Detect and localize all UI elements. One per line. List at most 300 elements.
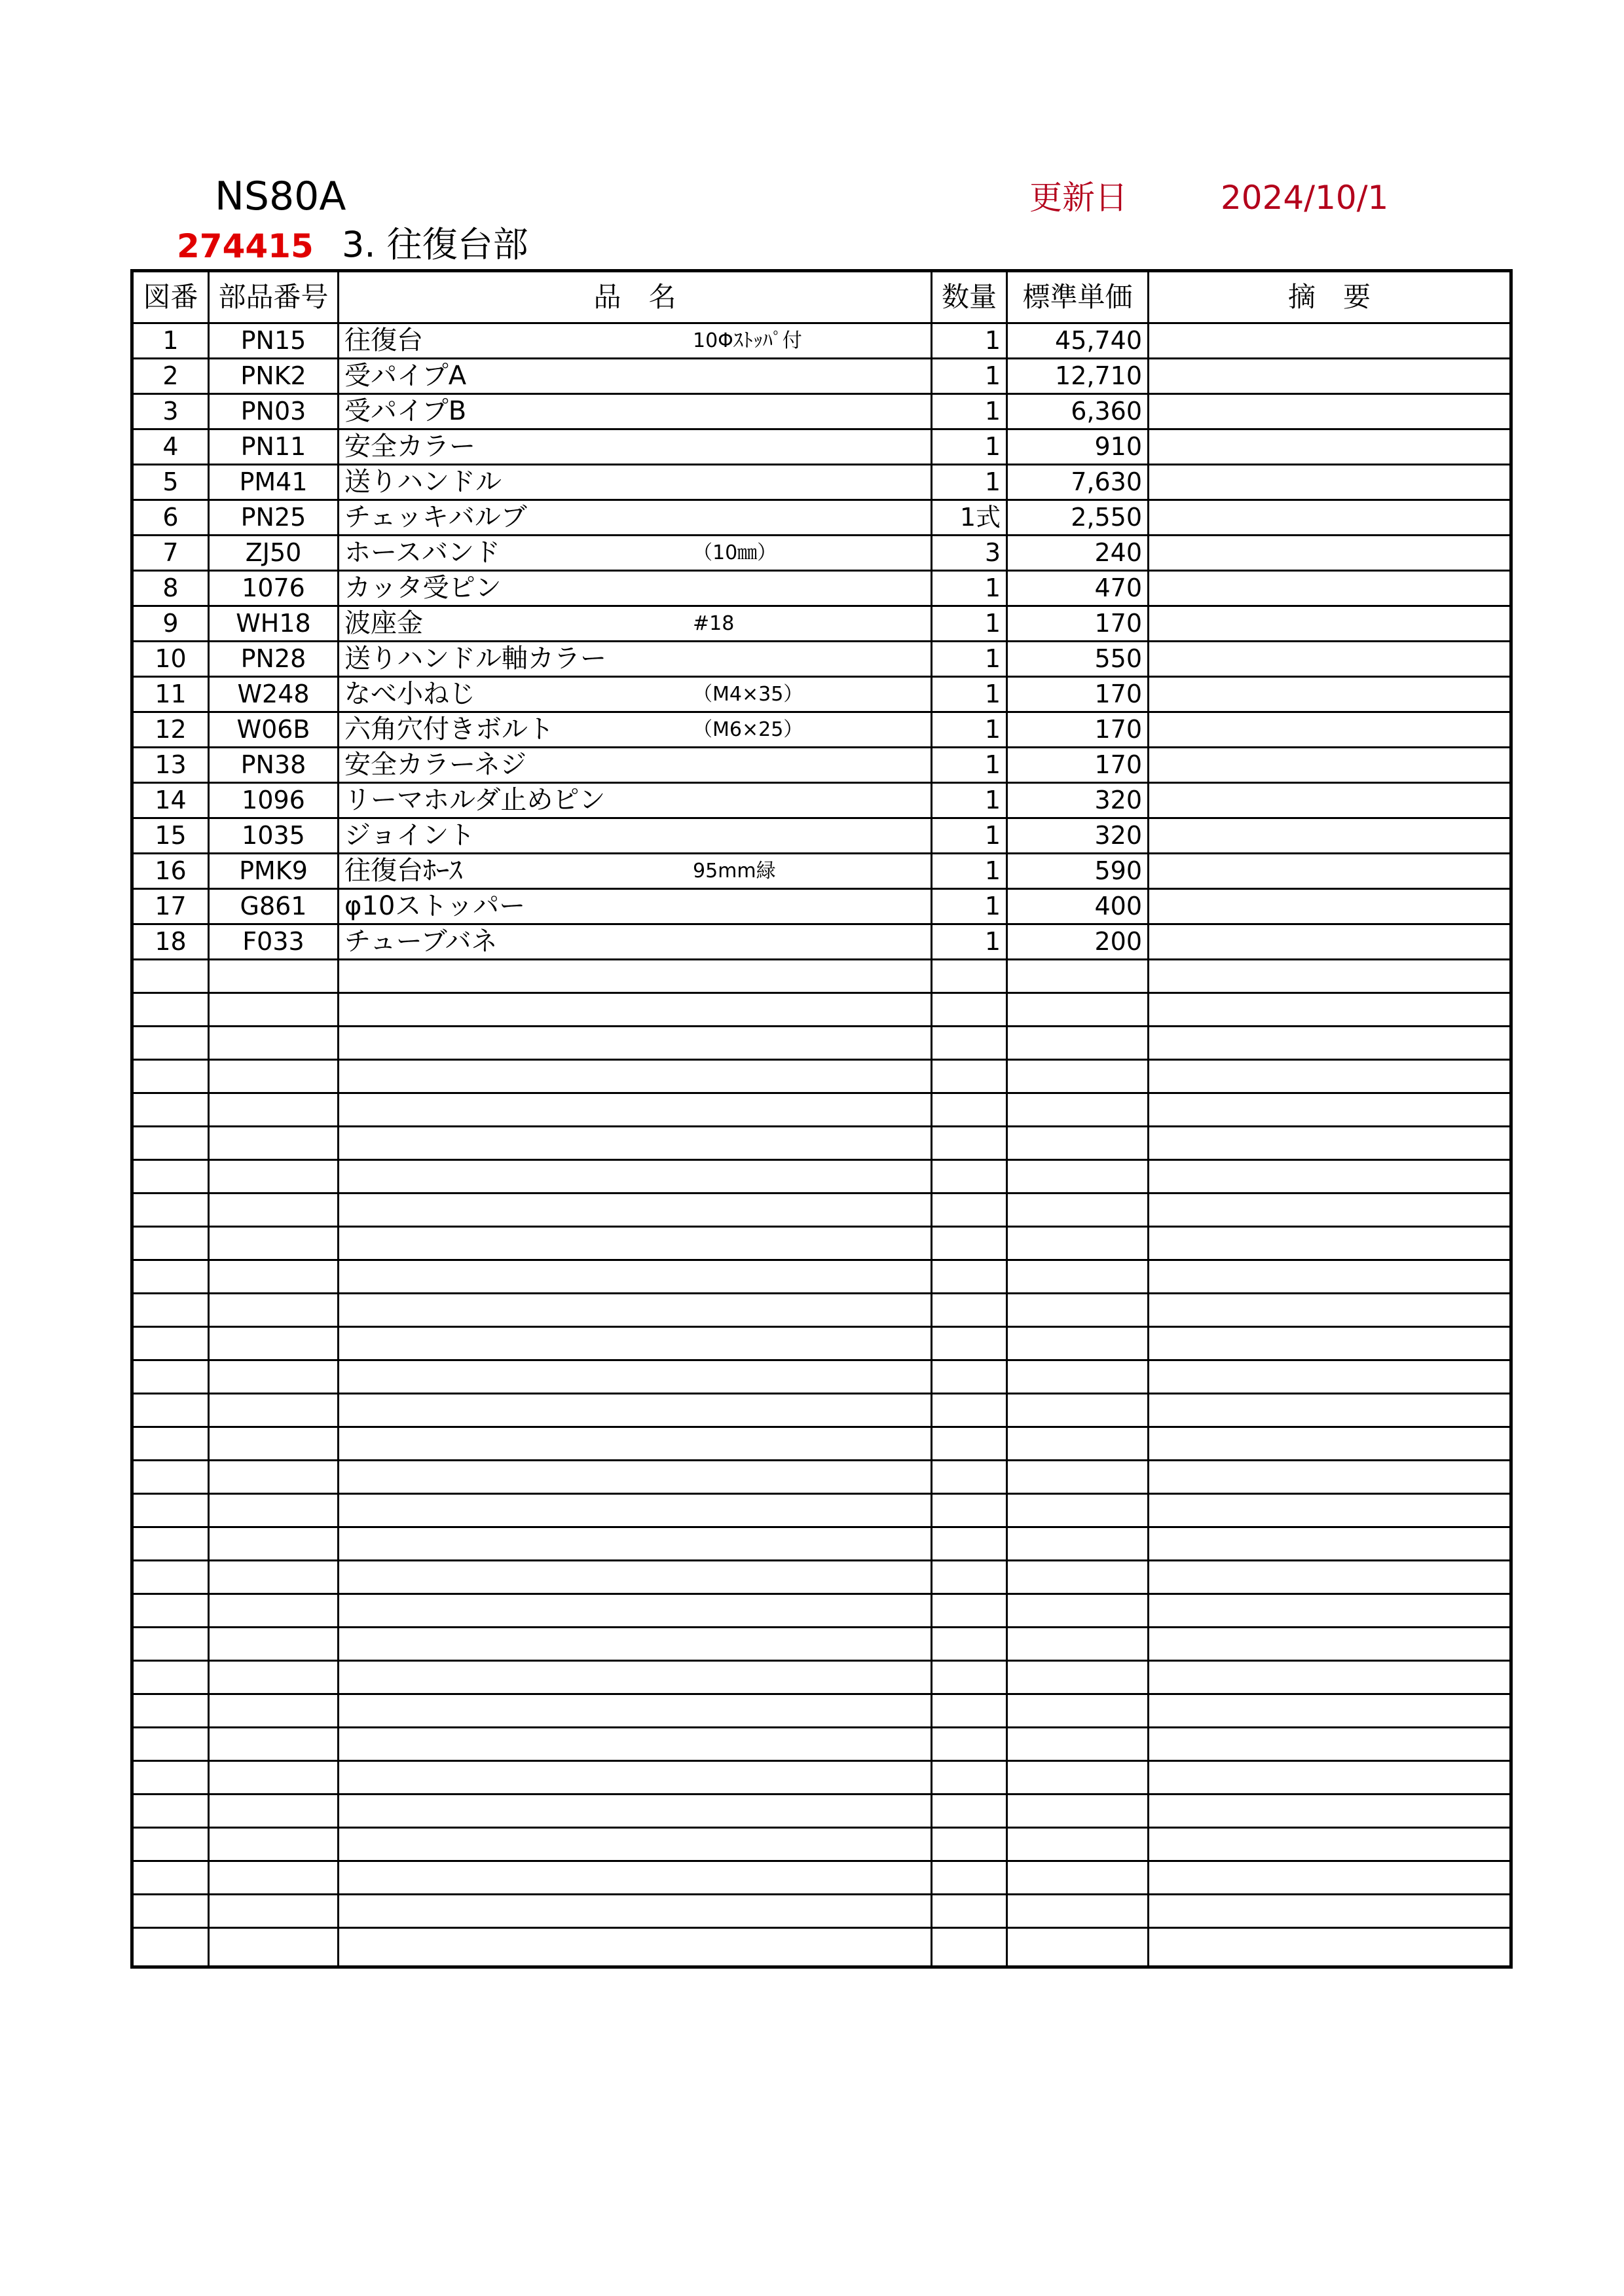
table-row — [132, 818, 1511, 854]
figure-no-cell — [132, 1060, 209, 1093]
item-name-cell — [339, 1327, 932, 1360]
remarks-cell — [1149, 1761, 1511, 1795]
figure-no-cell: 6 — [132, 500, 209, 536]
unit-price-cell — [1007, 1127, 1149, 1160]
item-name-cell — [339, 818, 932, 854]
table-row — [132, 712, 1511, 748]
figure-no-cell: 10 — [132, 642, 209, 677]
part-no-cell — [209, 1661, 339, 1694]
table-header-row — [132, 271, 1511, 323]
item-name-cell — [339, 1294, 932, 1327]
table-row — [132, 536, 1511, 571]
part-no-cell: PN03 — [209, 394, 339, 429]
unit-price-cell — [1007, 960, 1149, 993]
figure-no-cell — [132, 1194, 209, 1227]
figure-no-cell — [132, 1093, 209, 1127]
figure-no-cell — [132, 1728, 209, 1761]
quantity-cell — [932, 1160, 1007, 1194]
table-row — [132, 1394, 1511, 1427]
item-name: 受パイプA — [344, 361, 467, 391]
remarks-cell — [1149, 323, 1511, 359]
part-no-cell — [209, 1327, 339, 1360]
part-no-cell: WH18 — [209, 606, 339, 642]
table-row — [132, 359, 1511, 394]
remarks-cell — [1149, 1728, 1511, 1761]
figure-no-cell — [132, 1127, 209, 1160]
unit-price-cell — [1007, 1828, 1149, 1861]
unit-price-cell — [1007, 1327, 1149, 1360]
quantity-cell — [932, 1027, 1007, 1060]
quantity-cell — [932, 1394, 1007, 1427]
remarks-cell — [1149, 500, 1511, 536]
item-name: 受パイプB — [344, 396, 467, 426]
item-name-cell — [339, 1527, 932, 1561]
part-no-cell — [209, 1027, 339, 1060]
table-row — [132, 465, 1511, 500]
unit-price-cell: 170 — [1007, 748, 1149, 783]
quantity-cell: 1 — [932, 748, 1007, 783]
part-no-cell: PNK2 — [209, 359, 339, 394]
item-note: （10㎜） — [693, 541, 777, 564]
quantity-cell — [932, 1928, 1007, 1967]
remarks-cell — [1149, 1694, 1511, 1728]
unit-price-cell: 400 — [1007, 889, 1149, 924]
figure-no-cell — [132, 1694, 209, 1728]
quantity-cell: 1 — [932, 642, 1007, 677]
remarks-cell — [1149, 1861, 1511, 1895]
figure-no-cell: 18 — [132, 924, 209, 960]
remarks-cell — [1149, 359, 1511, 394]
table-row — [132, 1661, 1511, 1694]
unit-price-cell: 170 — [1007, 677, 1149, 712]
quantity-cell: 1 — [932, 606, 1007, 642]
quantity-cell — [932, 1895, 1007, 1928]
item-name-cell — [339, 1360, 932, 1394]
quantity-cell: 1 — [932, 394, 1007, 429]
item-name-cell — [339, 854, 932, 889]
item-name-cell — [339, 677, 932, 712]
remarks-cell — [1149, 1260, 1511, 1294]
item-name: ホースバンド — [344, 538, 500, 568]
table-row — [132, 783, 1511, 818]
quantity-cell: 1 — [932, 677, 1007, 712]
item-name-cell — [339, 642, 932, 677]
item-name-cell — [339, 1561, 932, 1594]
part-no-cell — [209, 1494, 339, 1527]
item-name-cell — [339, 1394, 932, 1427]
item-name: チューブバネ — [344, 926, 498, 957]
remarks-cell — [1149, 924, 1511, 960]
part-no-cell: F033 — [209, 924, 339, 960]
quantity-cell — [932, 1227, 1007, 1260]
quantity-cell — [932, 1060, 1007, 1093]
item-name-cell — [339, 1060, 932, 1093]
part-no-cell — [209, 1127, 339, 1160]
figure-no-cell: 9 — [132, 606, 209, 642]
table-row — [132, 394, 1511, 429]
table-row — [132, 323, 1511, 359]
part-no-cell — [209, 1461, 339, 1494]
figure-no-cell — [132, 1561, 209, 1594]
remarks-cell — [1149, 1661, 1511, 1694]
table-row — [132, 993, 1511, 1027]
table-row — [132, 1594, 1511, 1628]
unit-price-cell — [1007, 1661, 1149, 1694]
figure-no-cell — [132, 1628, 209, 1661]
part-no-cell — [209, 993, 339, 1027]
figure-no-cell: 2 — [132, 359, 209, 394]
unit-price-cell: 12,710 — [1007, 359, 1149, 394]
quantity-cell: 1式 — [932, 500, 1007, 536]
part-no-cell — [209, 1895, 339, 1928]
figure-no-cell: 11 — [132, 677, 209, 712]
item-name-cell — [339, 536, 932, 571]
item-name: 送りハンドル軸カラー — [344, 644, 606, 674]
table-row — [132, 1194, 1511, 1227]
remarks-cell — [1149, 1928, 1511, 1967]
figure-no-cell — [132, 1661, 209, 1694]
column-header-item-name: 品 名 — [339, 271, 932, 323]
figure-no-cell — [132, 1160, 209, 1194]
figure-no-cell: 5 — [132, 465, 209, 500]
quantity-cell: 1 — [932, 712, 1007, 748]
item-name: 往復台ﾎｰｽ — [344, 856, 462, 886]
part-no-cell: 1035 — [209, 818, 339, 854]
figure-no-cell — [132, 1828, 209, 1861]
column-header-part-no: 部品番号 — [209, 271, 339, 323]
table-row — [132, 500, 1511, 536]
figure-no-cell: 4 — [132, 429, 209, 465]
item-name-cell — [339, 1694, 932, 1728]
figure-no-cell — [132, 1527, 209, 1561]
remarks-cell — [1149, 818, 1511, 854]
table-row — [132, 677, 1511, 712]
table-row — [132, 1327, 1511, 1360]
part-no-cell — [209, 1227, 339, 1260]
remarks-cell — [1149, 1828, 1511, 1861]
item-name-cell — [339, 1127, 932, 1160]
quantity-cell — [932, 993, 1007, 1027]
quantity-cell — [932, 1861, 1007, 1895]
figure-no-cell: 15 — [132, 818, 209, 854]
item-note: #18 — [693, 612, 735, 635]
unit-price-cell — [1007, 1360, 1149, 1394]
remarks-cell — [1149, 1561, 1511, 1594]
item-name-cell — [339, 783, 932, 818]
unit-price-cell: 910 — [1007, 429, 1149, 465]
table-row — [132, 1494, 1511, 1527]
item-name-cell — [339, 1661, 932, 1694]
unit-price-cell — [1007, 1260, 1149, 1294]
table-row — [132, 1227, 1511, 1260]
item-name-cell — [339, 924, 932, 960]
table-row — [132, 429, 1511, 465]
unit-price-cell — [1007, 1461, 1149, 1494]
remarks-cell — [1149, 1127, 1511, 1160]
unit-price-cell — [1007, 1761, 1149, 1795]
item-name-cell — [339, 1761, 932, 1795]
figure-no-cell — [132, 1928, 209, 1967]
table-row — [132, 571, 1511, 606]
unit-price-cell — [1007, 1527, 1149, 1561]
item-name: 安全カラー — [344, 431, 475, 462]
table-row — [132, 1027, 1511, 1060]
part-no-cell: PN11 — [209, 429, 339, 465]
table-row — [132, 1761, 1511, 1795]
quantity-cell — [932, 1594, 1007, 1628]
part-no-cell — [209, 1694, 339, 1728]
unit-price-cell — [1007, 993, 1149, 1027]
item-note: （M6×25） — [693, 718, 803, 741]
table-row — [132, 1828, 1511, 1861]
item-name-cell — [339, 1027, 932, 1060]
remarks-cell — [1149, 1895, 1511, 1928]
item-name-cell — [339, 1461, 932, 1494]
section-title: 3. 往復台部 — [342, 224, 528, 265]
unit-price-cell — [1007, 1194, 1149, 1227]
item-name-cell — [339, 1928, 932, 1967]
item-name: チェッキバルブ — [344, 502, 527, 532]
remarks-cell — [1149, 1160, 1511, 1194]
remarks-cell — [1149, 1594, 1511, 1628]
item-name: 往復台 — [344, 325, 423, 355]
table-row — [132, 748, 1511, 783]
quantity-cell — [932, 1260, 1007, 1294]
figure-no-cell — [132, 1895, 209, 1928]
remarks-cell — [1149, 1527, 1511, 1561]
figure-no-cell — [132, 1327, 209, 1360]
quantity-cell — [932, 1327, 1007, 1360]
unit-price-cell — [1007, 1728, 1149, 1761]
quantity-cell — [932, 1761, 1007, 1795]
item-name: ジョイント — [344, 820, 475, 850]
quantity-cell — [932, 1093, 1007, 1127]
item-name-cell — [339, 1895, 932, 1928]
item-name-cell — [339, 606, 932, 642]
quantity-cell: 1 — [932, 783, 1007, 818]
remarks-cell — [1149, 1795, 1511, 1828]
remarks-cell — [1149, 1327, 1511, 1360]
item-name-cell — [339, 712, 932, 748]
part-no-cell — [209, 1294, 339, 1327]
item-name-cell — [339, 571, 932, 606]
table-row — [132, 1628, 1511, 1661]
quantity-cell — [932, 1561, 1007, 1594]
column-header-unit-price: 標準単価 — [1007, 271, 1149, 323]
remarks-cell — [1149, 1294, 1511, 1327]
remarks-cell — [1149, 783, 1511, 818]
item-name: 送りハンドル — [344, 467, 502, 497]
item-name: なべ小ねじ — [344, 679, 475, 709]
item-note: 95mm緑 — [693, 860, 776, 883]
remarks-cell — [1149, 677, 1511, 712]
quantity-cell — [932, 1828, 1007, 1861]
table-row — [132, 1093, 1511, 1127]
table-row — [132, 642, 1511, 677]
quantity-cell — [932, 1427, 1007, 1461]
parts-table — [130, 269, 1513, 1969]
quantity-cell — [932, 1494, 1007, 1527]
remarks-cell — [1149, 1394, 1511, 1427]
table-row — [132, 1060, 1511, 1093]
quantity-cell — [932, 1728, 1007, 1761]
table-row — [132, 1861, 1511, 1895]
quantity-cell: 1 — [932, 359, 1007, 394]
unit-price-cell — [1007, 1093, 1149, 1127]
unit-price-cell — [1007, 1494, 1149, 1527]
part-no-cell: PN25 — [209, 500, 339, 536]
table-row — [132, 1928, 1511, 1967]
item-name-cell — [339, 1728, 932, 1761]
quantity-cell — [932, 1661, 1007, 1694]
unit-price-cell — [1007, 1160, 1149, 1194]
remarks-cell — [1149, 748, 1511, 783]
item-name: カッタ受ピン — [344, 573, 502, 603]
unit-price-cell — [1007, 1027, 1149, 1060]
item-name-cell — [339, 1861, 932, 1895]
quantity-cell — [932, 1127, 1007, 1160]
unit-price-cell: 45,740 — [1007, 323, 1149, 359]
unit-price-cell — [1007, 1861, 1149, 1895]
unit-price-cell — [1007, 1795, 1149, 1828]
remarks-cell — [1149, 1027, 1511, 1060]
table-row — [132, 1461, 1511, 1494]
quantity-cell: 1 — [932, 889, 1007, 924]
quantity-cell — [932, 960, 1007, 993]
part-no-cell: 1096 — [209, 783, 339, 818]
part-no-cell: W248 — [209, 677, 339, 712]
remarks-cell — [1149, 1494, 1511, 1527]
figure-no-cell — [132, 1461, 209, 1494]
figure-no-cell — [132, 993, 209, 1027]
remarks-cell — [1149, 1227, 1511, 1260]
unit-price-cell — [1007, 1561, 1149, 1594]
table-row — [132, 1127, 1511, 1160]
figure-no-cell — [132, 1027, 209, 1060]
remarks-cell — [1149, 712, 1511, 748]
unit-price-cell — [1007, 1594, 1149, 1628]
table-row — [132, 1294, 1511, 1327]
part-no-cell — [209, 1093, 339, 1127]
table-row — [132, 1427, 1511, 1461]
quantity-cell — [932, 1294, 1007, 1327]
part-no-cell — [209, 960, 339, 993]
unit-price-cell: 170 — [1007, 712, 1149, 748]
quantity-cell — [932, 1795, 1007, 1828]
unit-price-cell — [1007, 1294, 1149, 1327]
item-name: 六角穴付きボルト — [344, 714, 554, 744]
item-name-cell — [339, 1093, 932, 1127]
part-no-cell — [209, 1427, 339, 1461]
figure-no-cell: 3 — [132, 394, 209, 429]
part-no-cell — [209, 1861, 339, 1895]
figure-no-cell: 12 — [132, 712, 209, 748]
figure-no-cell: 17 — [132, 889, 209, 924]
unit-price-cell: 2,550 — [1007, 500, 1149, 536]
quantity-cell: 1 — [932, 818, 1007, 854]
table-row — [132, 1895, 1511, 1928]
part-no-cell — [209, 1260, 339, 1294]
figure-no-cell — [132, 1427, 209, 1461]
part-no-cell — [209, 1628, 339, 1661]
part-no-cell: 1076 — [209, 571, 339, 606]
table-row — [132, 1527, 1511, 1561]
item-name-cell — [339, 1795, 932, 1828]
item-name-cell — [339, 1628, 932, 1661]
unit-price-cell: 590 — [1007, 854, 1149, 889]
part-no-cell — [209, 1394, 339, 1427]
part-no-cell — [209, 1728, 339, 1761]
table-row — [132, 924, 1511, 960]
item-name-cell — [339, 748, 932, 783]
figure-no-cell — [132, 1260, 209, 1294]
item-name-cell — [339, 394, 932, 429]
remarks-cell — [1149, 1461, 1511, 1494]
part-no-cell — [209, 1194, 339, 1227]
item-name: リーマホルダ止めピン — [344, 785, 606, 815]
item-note: （M4×35） — [693, 683, 803, 706]
part-no-cell — [209, 1060, 339, 1093]
remarks-cell — [1149, 960, 1511, 993]
model-name: NS80A — [215, 173, 346, 219]
remarks-cell — [1149, 429, 1511, 465]
remarks-cell — [1149, 571, 1511, 606]
item-name-cell — [339, 1260, 932, 1294]
table-row — [132, 1694, 1511, 1728]
item-name-cell — [339, 993, 932, 1027]
unit-price-cell — [1007, 1694, 1149, 1728]
remarks-cell — [1149, 606, 1511, 642]
unit-price-cell: 170 — [1007, 606, 1149, 642]
remarks-cell — [1149, 1628, 1511, 1661]
unit-price-cell — [1007, 1060, 1149, 1093]
remarks-cell — [1149, 1360, 1511, 1394]
table-row — [132, 606, 1511, 642]
table-row — [132, 1795, 1511, 1828]
part-no-cell — [209, 1795, 339, 1828]
unit-price-cell: 320 — [1007, 818, 1149, 854]
figure-no-cell — [132, 960, 209, 993]
remarks-cell — [1149, 394, 1511, 429]
part-no-cell — [209, 1928, 339, 1967]
figure-no-cell — [132, 1394, 209, 1427]
remarks-cell — [1149, 465, 1511, 500]
item-name-cell — [339, 1594, 932, 1628]
unit-price-cell: 7,630 — [1007, 465, 1149, 500]
part-no-cell — [209, 1594, 339, 1628]
remarks-cell — [1149, 642, 1511, 677]
unit-price-cell — [1007, 1427, 1149, 1461]
item-name-cell — [339, 1828, 932, 1861]
quantity-cell: 1 — [932, 854, 1007, 889]
part-no-cell: PN28 — [209, 642, 339, 677]
figure-no-cell — [132, 1861, 209, 1895]
unit-price-cell — [1007, 1227, 1149, 1260]
part-no-cell: ZJ50 — [209, 536, 339, 571]
item-name-cell — [339, 500, 932, 536]
unit-price-cell: 240 — [1007, 536, 1149, 571]
remarks-cell — [1149, 1060, 1511, 1093]
item-name-cell — [339, 1227, 932, 1260]
part-no-cell: PM41 — [209, 465, 339, 500]
unit-price-cell — [1007, 1628, 1149, 1661]
item-name-cell — [339, 465, 932, 500]
table-row — [132, 1561, 1511, 1594]
unit-price-cell — [1007, 1394, 1149, 1427]
item-name-cell — [339, 1194, 932, 1227]
item-name-cell — [339, 889, 932, 924]
unit-price-cell: 320 — [1007, 783, 1149, 818]
